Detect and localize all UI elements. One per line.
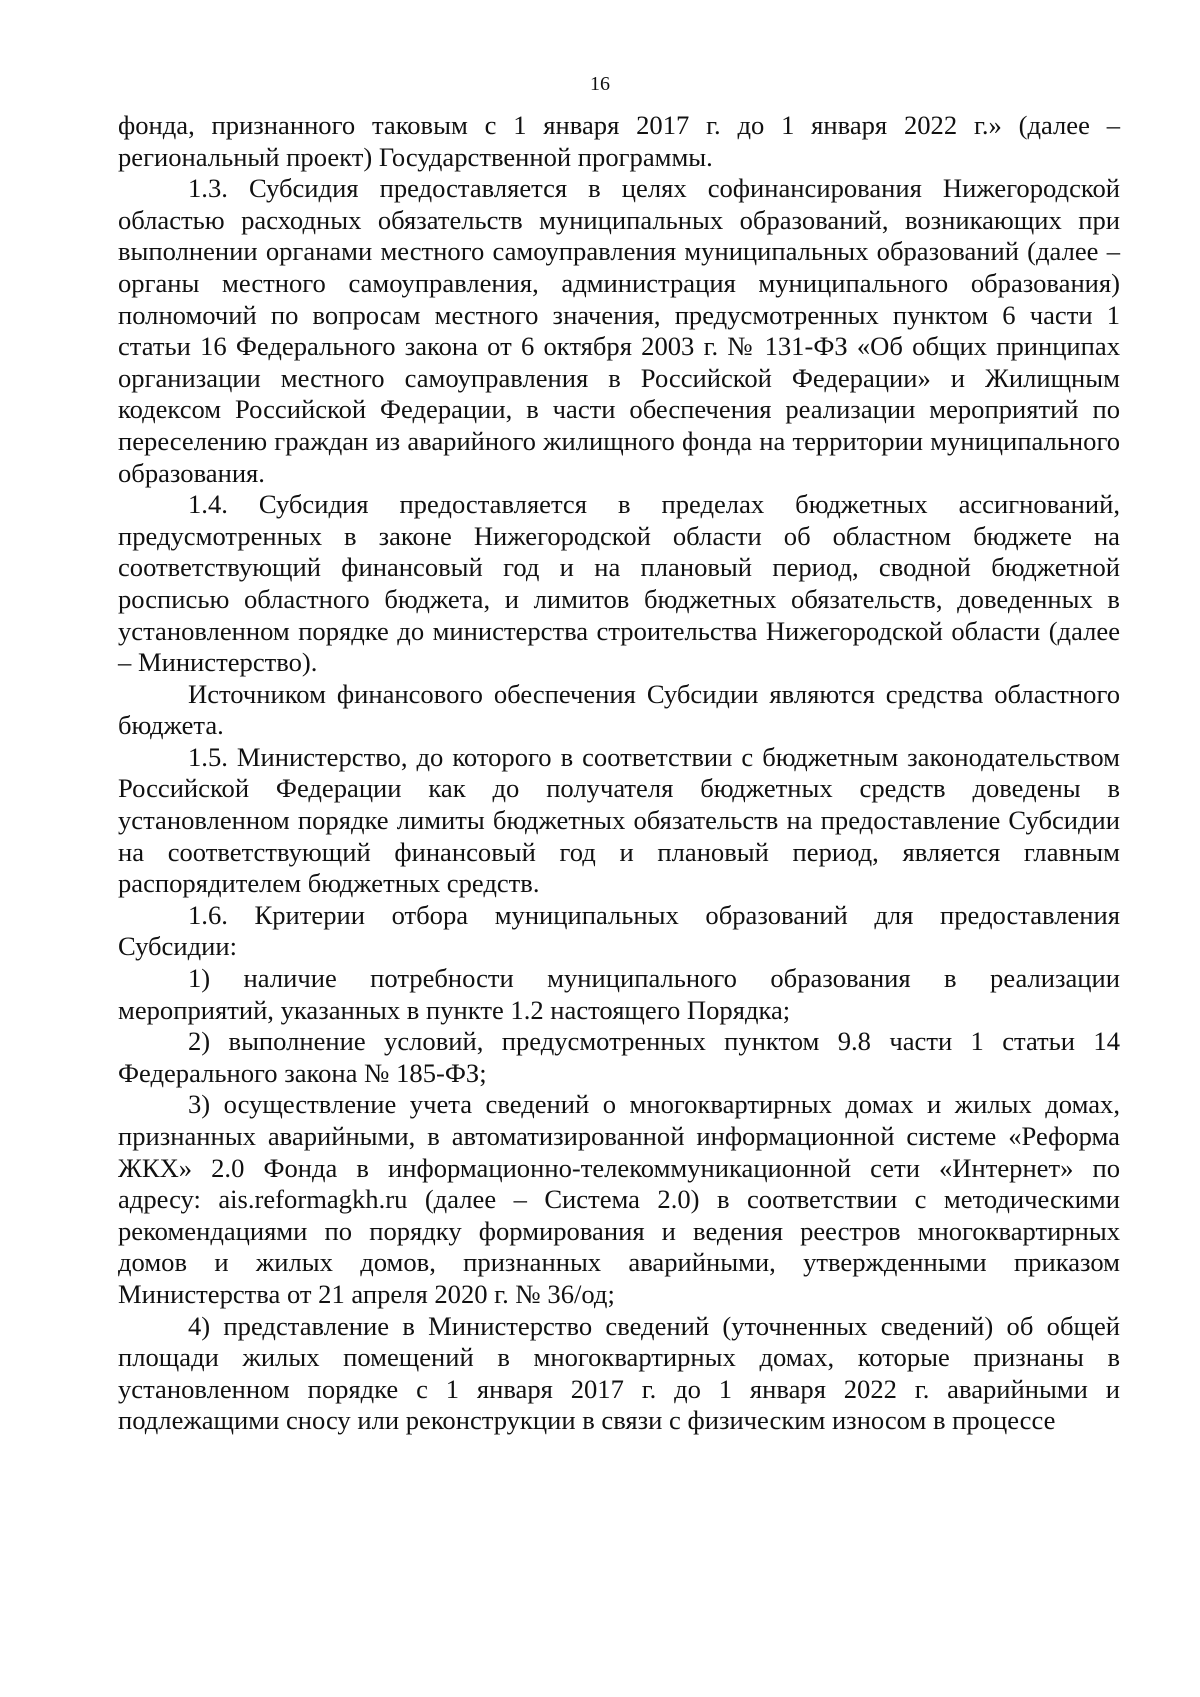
paragraph-continuation: фонда, признанного таковым с 1 января 2017 г. до 1 января 2022 г.» (далее – региональный проект) Государственной программы. — [118, 110, 1120, 172]
paragraph-1-4: 1.4. Субсидия предоставляется в пределах бюджетных ассигнований, предусмотренных в законе Нижегородской области об областном бюджете на соответствующий финансовый год и на плановый период, сводной бюджетной росписью областного бюджета, и лимитов бюджетных обязательств, доведенных в установленном порядке до министерства строительства Нижегородской области (далее – Министерство). — [118, 489, 1120, 678]
page-number: 16 — [590, 73, 610, 95]
paragraph-funding-source: Источником финансового обеспечения Субсидии являются средства областного бюджета. — [118, 678, 1120, 741]
criterion-item-4: 4) представление в Министерство сведений (уточненных сведений) об общей площади жилых помещений в многоквартирных домах, которые признаны в установленном порядке с 1 января 2017 г. до 1 января 2022 г. аварийными и подлежащими сносу или реконструкции в связи с физическим износом в процессе — [118, 1310, 1120, 1436]
criterion-item-3: 3) осуществление учета сведений о многоквартирных домах и жилых домах, признанных аварийными, в автоматизированной информационной системе «Реформа ЖКХ» 2.0 Фонда в информационно-телекоммуникационной сети «Интернет» по адресу: ais.reformagkh.ru (далее – Система 2.0) в соответствии с методическими рекомендациями по порядку формирования и ведения реестров многоквартирных домов и жилых домов, признанных аварийными, утвержденными приказом Министерства от 21 апреля 2020 г. № 36/од; — [118, 1089, 1120, 1309]
document-body — [118, 110, 1120, 1437]
paragraph-1-3: 1.3. Субсидия предоставляется в целях софинансирования Нижегородской областью расходных обязательств муниципальных образований, возникающих при выполнении органами местного самоуправления муниципальных образований (далее – органы местного самоуправления, администрация муниципального образования) полномочий по вопросам местного значения, предусмотренных пунктом 6 части 1 статьи 16 Федерального закона от 6 октября 2003 г. № 131-ФЗ «Об общих принципах организации местного самоуправления в Российской Федерации» и Жилищным кодексом Российской Федерации, в части обеспечения реализации мероприятий по переселению граждан из аварийного жилищного фонда на территории муниципального образования. — [118, 173, 1120, 488]
paragraph-1-6: 1.6. Критерии отбора муниципальных образований для предоставления Субсидии: — [118, 899, 1120, 962]
paragraph-1-5: 1.5. Министерство, до которого в соответствии с бюджетным законодательством Российской Федерации как до получателя бюджетных средств доведены в установленном порядке лимиты бюджетных обязательств на предоставление Субсидии на соответствующий финансовый год и плановый период, является главным распорядителем бюджетных средств. — [118, 741, 1120, 899]
criterion-item-2: 2) выполнение условий, предусмотренных пунктом 9.8 части 1 статьи 14 Федерального закона № 185-ФЗ; — [118, 1026, 1120, 1088]
criterion-item-1: 1) наличие потребности муниципального образования в реализации мероприятий, указанных в пункте 1.2 настоящего Порядка; — [118, 963, 1120, 1025]
